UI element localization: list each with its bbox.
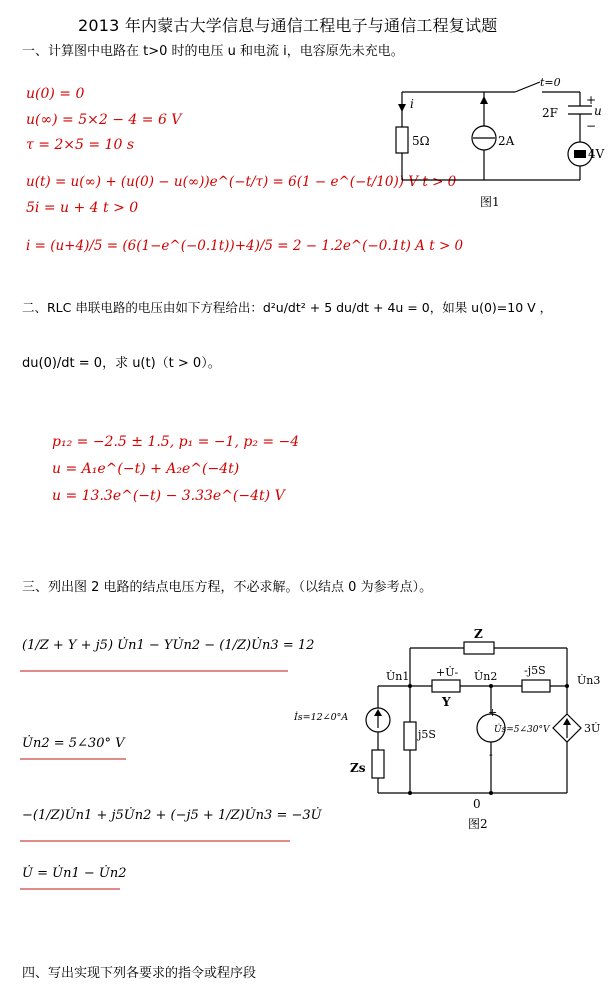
fig2-z-top: Z (474, 628, 483, 641)
fig2-plus: + (488, 706, 498, 719)
fig1-plus: + (586, 93, 597, 107)
q3-eq-4-underline (20, 888, 120, 890)
fig2-us-label: U̇s=5∠30°V (494, 725, 550, 735)
q3-eq-1: (1/Z + Y + j5) U̇n1 − YU̇n2 − (1/Z)U̇n3 = 12 (22, 638, 315, 653)
fig2-n1: U̇n1 (386, 670, 410, 683)
q2-line-1: p₁₂ = −2.5 ± 1.5, p₁ = −1, p₂ = −4 (52, 434, 300, 450)
fig1-vsrc-label: 4V (588, 147, 605, 161)
q1-line-2: u(∞) = 5×2 − 4 = 6 V (26, 112, 182, 128)
fig2-is-label: İs=12∠0°A (294, 712, 349, 723)
q1-line-3: τ = 2×5 = 10 s (26, 137, 135, 153)
q2-line-2: u = A₁e^(−t) + A₂e^(−4t) (52, 461, 240, 477)
fig2-j5s: j5S (418, 728, 436, 741)
fig2-dep-label: 3U̇ (584, 722, 601, 735)
fig1-i-label: i (410, 97, 414, 111)
q2-prompt-cont: du(0)/dt = 0，求 u(t)（t > 0）。 (22, 356, 221, 371)
q3-eq-1-underline (20, 670, 288, 672)
q3-eq-2: U̇n2 = 5∠30° V (22, 736, 125, 751)
fig2-minus: - (489, 748, 493, 761)
q3-eq-3: −(1/Z)U̇n1 + j5U̇n2 + (−j5 + 1/Z)U̇n3 = −3U̇ (22, 808, 322, 823)
fig1-switch-label: t=0 (540, 76, 561, 89)
q1-line-5: 5i = u + 4 t > 0 (26, 200, 139, 216)
page-title: 2013 年内蒙古大学信息与通信工程电子与通信工程复试题 (78, 16, 498, 35)
q4-prompt: 四、写出实现下列各要求的指令或程序段 (22, 966, 257, 981)
fig2-mj5s: -j5S (524, 664, 546, 677)
fig1-src-label: 2A (498, 134, 515, 148)
q3-eq-3-underline (20, 840, 290, 842)
fig2-n3: U̇n3 (577, 674, 601, 687)
q3-eq-2-underline (20, 758, 126, 760)
fig1-caption: 图1 (480, 195, 500, 209)
fig2-zs-label: Zs (350, 761, 366, 775)
q2-line-3: u = 13.3e^(−t) − 3.33e^(−4t) V (52, 488, 285, 504)
fig1-minus: − (586, 119, 597, 133)
fig2-caption: 图2 (468, 817, 488, 831)
circuit-figure-2 (292, 628, 610, 838)
q1-line-4: u(t) = u(∞) + (u(0) − u(∞))e^(−t/τ) = 6(1 − e^(−t/10)) V t > 0 (26, 174, 457, 190)
circuit-figure-1 (380, 72, 610, 222)
q1-line-6: i = (u+4)/5 = (6(1−e^(−0.1t))+4)/5 = 2 − 1.2e^(−0.1t) A t > 0 (26, 238, 464, 254)
q1-prompt: 一、计算图中电路在 t>0 时的电压 u 和电流 i，电容原先未充电。 (22, 44, 404, 59)
fig2-node0: 0 (473, 797, 481, 811)
fig1-cap-label: 2F (542, 106, 558, 120)
fig2-y-label: Y (442, 695, 451, 709)
fig2-u-dot: +U̇- (436, 666, 459, 679)
q1-line-1: u(0) = 0 (26, 86, 85, 102)
fig1-res-label: 5Ω (412, 134, 430, 148)
fig2-n2: U̇n2 (474, 670, 498, 683)
q3-eq-4: U̇ = U̇n1 − U̇n2 (22, 866, 127, 881)
fig1-u-label: u (594, 104, 602, 118)
q3-prompt: 三、列出图 2 电路的结点电压方程，不必求解。（以结点 0 为参考点）。 (22, 580, 433, 595)
q2-prompt: 二、RLC 串联电路的电压由如下方程给出：d²u/dt² + 5 du/dt + 4u = 0，如果 u(0)=10 V ， (22, 300, 553, 315)
